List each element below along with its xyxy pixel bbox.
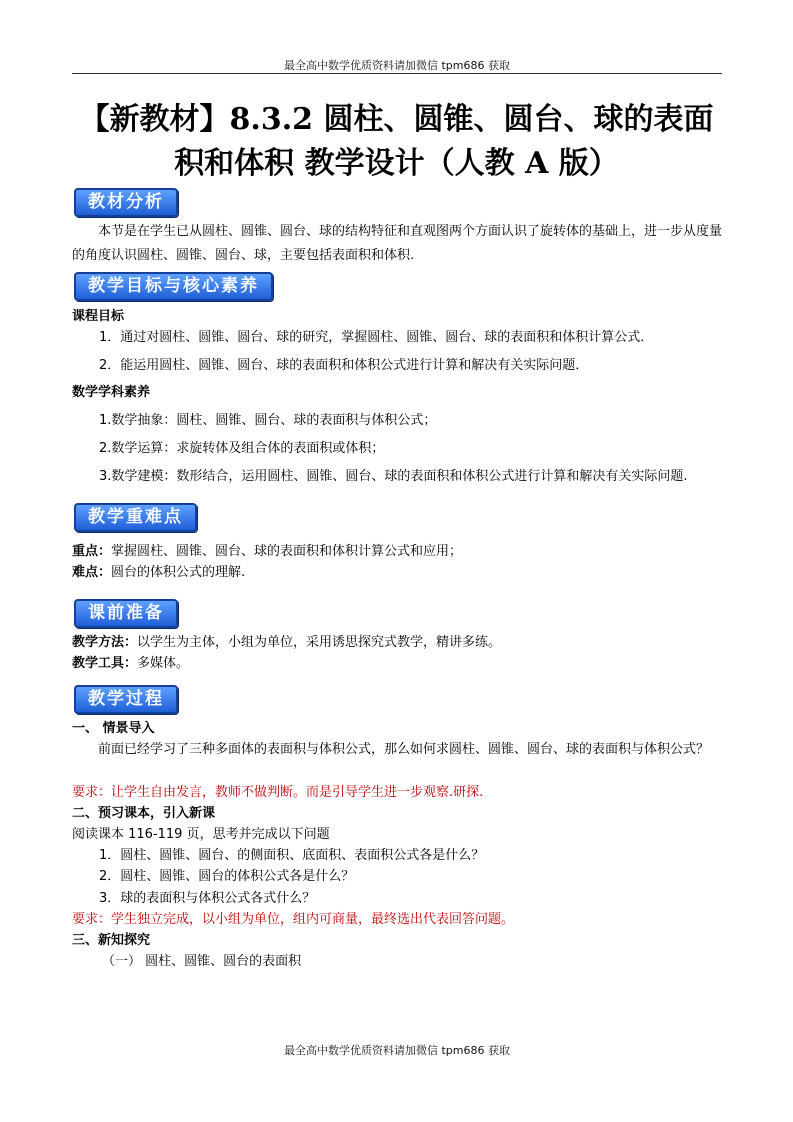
tool-label: 教学工具： bbox=[72, 656, 138, 671]
section-badge-process: 教学过程 bbox=[74, 685, 178, 714]
question-2: 2．圆柱、圆锥、圆台的体积公式各是什么？ bbox=[99, 869, 355, 884]
literacy-item-2: 2.数学运算：求旋转体及组合体的表面积或体积； bbox=[99, 441, 385, 456]
key-text: 掌握圆柱、圆锥、圆台、球的表面积和体积计算公式和应用； bbox=[111, 544, 463, 559]
step2-requirement: 要求：学生独立完成，以小组为单位，组内可商量，最终选出代表回答问题。 bbox=[72, 912, 515, 927]
teaching-tool bbox=[72, 654, 189, 674]
goal-item-2: 2．能运用圆柱、圆锥、圆台、球的表面积和体积公式进行计算和解决有关实际问题． bbox=[99, 358, 589, 373]
goal-item-1: 1．通过对圆柱、圆锥、圆台、球的研究，掌握圆柱、圆锥、圆台、球的表面积和体积计算公式． bbox=[99, 330, 654, 345]
course-goals-heading: 课程目标 bbox=[72, 309, 125, 324]
key-point bbox=[72, 542, 462, 562]
diff-text: 圆台的体积公式的理解. bbox=[111, 565, 246, 580]
step1-heading: 一、 情景导入 bbox=[72, 721, 155, 736]
section-badge-prep: 课前准备 bbox=[74, 599, 178, 628]
question-3: 3．球的表面积与体积公式各式什么？ bbox=[99, 891, 316, 906]
diff-label: 难点： bbox=[72, 565, 112, 580]
title-line-2: 积和体积 教学设计（人教 A 版） bbox=[174, 146, 619, 181]
subsection-1: （一） 圆柱、圆锥、圆台的表面积 bbox=[102, 954, 302, 969]
step1-paragraph: 前面已经学习了三种多面体的表面积与体积公式，那么如何求圆柱、圆锥、圆台、球的表面积与体积公式？ bbox=[98, 742, 710, 757]
literacy-item-3: 3.数学建模：数形结合，运用圆柱、圆锥、圆台、球的表面积和体积公式进行计算和解决有关实际问题. bbox=[99, 469, 688, 484]
teaching-method bbox=[72, 633, 501, 653]
literacy-item-1: 1.数学抽象：圆柱、圆锥、圆台、球的表面积与体积公式； bbox=[99, 413, 437, 428]
step2-heading: 二、预习课本，引入新课 bbox=[72, 806, 216, 821]
step2-text: 阅读课本 116-119 页，思考并完成以下问题 bbox=[72, 827, 330, 842]
literacy-heading: 数学学科素养 bbox=[72, 385, 151, 400]
section-badge-goals: 教学目标与核心素养 bbox=[74, 272, 273, 301]
analysis-paragraph: 本节是在学生已从圆柱、圆锥、圆台、球的结构特征和直观图两个方面认识了旋转体的基础上，进一步从度量的角度认识圆柱、圆锥、圆台、球，主要包括表面积和体积. bbox=[72, 224, 723, 263]
header-rule bbox=[72, 73, 722, 74]
step1-requirement: 要求：让学生自由发言，教师不做判断。而是引导学生进一步观察.研探. bbox=[72, 785, 484, 800]
method-label: 教学方法： bbox=[72, 635, 138, 650]
title-line-1: 【新教材】8.3.2 圆柱、圆锥、圆台、球的表面 bbox=[79, 102, 714, 137]
key-label: 重点： bbox=[72, 544, 112, 559]
section-badge-analysis: 教材分析 bbox=[74, 188, 178, 217]
question-1: 1．圆柱、圆锥、圆台、的侧面积、底面积、表面积公式各是什么？ bbox=[99, 848, 485, 863]
page-header: 最全高中数学优质资料请加微信 tpm686 获取 bbox=[284, 59, 510, 72]
method-text: 以学生为主体，小组为单位，采用诱思探究式教学，精讲多练。 bbox=[137, 635, 502, 650]
step3-heading: 三、新知探究 bbox=[72, 933, 151, 948]
difficult-point bbox=[72, 563, 245, 583]
tool-text: 多媒体。 bbox=[137, 656, 190, 671]
document-title bbox=[60, 98, 733, 186]
page-footer: 最全高中数学优质资料请加微信 tpm686 获取 bbox=[284, 1044, 510, 1057]
section-badge-keypoints: 教学重难点 bbox=[74, 503, 197, 532]
